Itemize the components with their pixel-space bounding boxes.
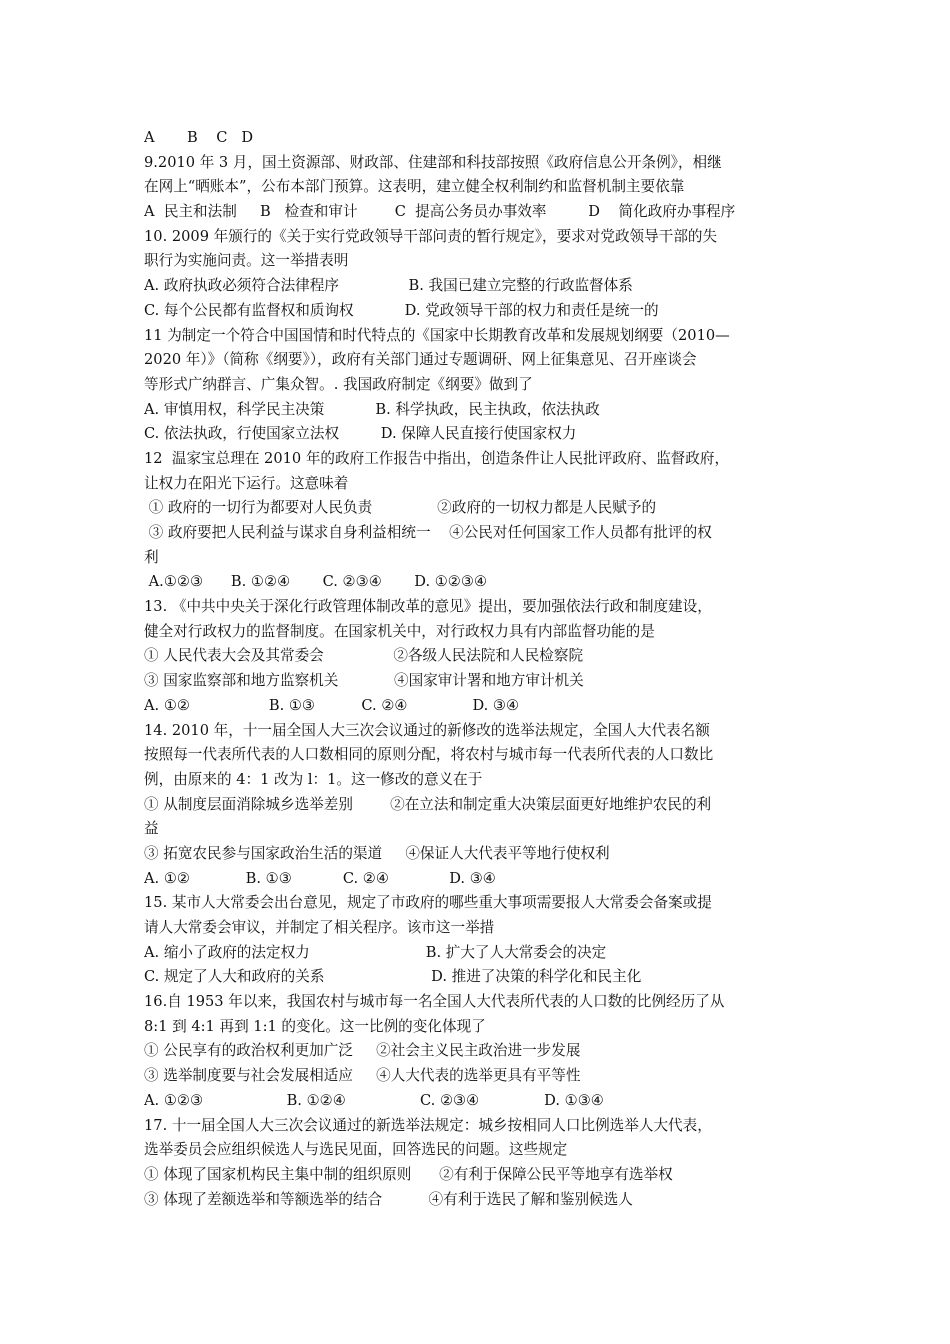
question-16-options: A. ①②③ B. ①②④ C. ②③④ D. ①③④ [144,1091,604,1109]
question-13-line-2: 健全对行政权力的监督制度。在国家机关中，对行政权力具有内部监督功能的是 [144,622,655,640]
question-14-items-34: ③ 拓宽农民参与国家政治生活的渠道 ④保证人大代表平等地行使权利 [144,844,610,862]
question-15-options-cd: C. 规定了人大和政府的关系 D. 推进了决策的科学化和民主化 [144,968,642,986]
question-17-line-1: 17. 十一届全国人大三次会议通过的新选举法规定：城乡按相同人口比例选举人大代表， [144,1116,712,1134]
question-15-options-ab: A. 缩小了政府的法定权力 B. 扩大了人大常委会的决定 [144,943,607,961]
question-16-items-12: ① 公民享有的政治权利更加广泛 ②社会主义民主政治进一步发展 [144,1042,581,1060]
question-16-items-34: ③ 选举制度要与社会发展相适应 ④人大代表的选举更具有平等性 [144,1067,581,1085]
question-12-items-12: ① 政府的一切行为都要对人民负责 ②政府的一切权力都是人民赋予的 [144,499,657,517]
question-10-line-2: 职行为实施问责。这一举措表明 [144,252,349,270]
question-17-items-12: ① 体现了国家机构民主集中制的组织原则 ②有利于保障公民平等地享有选举权 [144,1165,673,1183]
question-11-line-2: 2020 年）》（简称《纲要》），政府有关部门通过专题调研、网上征集意见、召开座谈会 [144,351,697,369]
question-10-options-cd: C. 每个公民都有监督权和质询权 D. 党政领导干部的权力和责任是统一的 [144,301,659,319]
question-9-options: A 民主和法制 B 检查和审计 C 提高公务员办事效率 D 简化政府办事程序 [144,203,736,221]
question-13-items-34: ③ 国家监察部和地方监察机关 ④国家审计署和地方审计机关 [144,672,584,690]
question-12-items-34: ③ 政府要把人民利益与谋求自身利益相统一 ④公民对任何国家工作人员都有批评的权 [144,524,712,541]
question-11-options-cd: C. 依法执政，行使国家立法权 D. 保障人民直接行使国家权力 [144,425,577,443]
question-10-options-ab: A. 政府执政必须符合法律程序 B. 我国已建立完整的行政监督体系 [144,277,633,295]
question-13-items-12: ① 人民代表大会及其常委会 ②各级人民法院和人民检察院 [144,647,584,665]
question-17-items-34: ③ 体现了差额选举和等额选举的结合 ④有利于选民了解和鉴别候选人 [144,1190,633,1208]
question-14-line-2: 按照每一代表所代表的人口数相同的原则分配，将农村与城市每一代表所代表的人口数比 [144,746,714,764]
exam-page [144,126,814,1212]
answer-options-line: A B C D [144,129,254,146]
question-10-line-1: 10. 2009 年颁行的《关于实行党政领导干部问责的暂行规定》，要求对党政领导干部的失 [144,227,718,245]
question-14-line-3: 例，由原来的 4：1 改为 l：1。这一修改的意义在于 [144,770,483,788]
question-15-line-1: 15. 某市人大常委会出台意见，规定了市政府的哪些重大事项需要报人大常委会备案或提 [144,894,712,912]
question-13-line-1: 13. 《中共中央关于深化行政管理体制改革的意见》提出，要加强依法行政和制度建设， [144,598,712,616]
question-12-options: A.①②③ B. ①②④ C. ②③④ D. ①②③④ [144,573,488,591]
question-14-options: A. ①② B. ①③ C. ②④ D. ③④ [144,869,496,887]
question-14-items-wrap: 益 [144,820,159,838]
question-11-options-ab: A. 审慎用权，科学民主决策 B. 科学执政，民主执政，依法执政 [144,400,600,418]
question-16-line-2: 8:1 到 4:1 再到 1:1 的变化。这一比例的变化体现了 [144,1017,486,1035]
question-16-line-1: 16.自 1953 年以来，我国农村与城市每一名全国人大代表所代表的人口数的比例经历了从 [144,993,725,1011]
question-9-line-2: 在网上“晒账本”，公布本部门预算。这表明，建立健全权利制约和监督机制主要依靠 [144,178,685,196]
question-9-line-1: 9.2010 年 3 月，国土资源部、财政部、住建部和科技部按照《政府信息公开条例》，相继 [144,153,722,171]
question-14-line-1: 14. 2010 年，十一届全国人大三次会议通过的新修改的选举法规定，全国人大代表名额 [144,721,710,739]
question-14-items-12: ① 从制度层面消除城乡选举差别 ②在立法和制定重大决策层面更好地维护农民的利 [144,795,712,813]
question-11-line-1: 11 为制定一个符合中国国情和时代特点的《国家中长期教育改革和发展规划纲要（2010— [144,326,730,344]
question-15-line-2: 请人大常委会审议，并制定了相关程序。该市这一举措 [144,919,495,936]
question-12-items-wrap: 利 [144,548,159,566]
question-12-line-1: 12 温家宝总理在 2010 年的政府工作报告中指出，创造条件让人民批评政府、监督政府， [144,449,730,467]
question-12-line-2: 让权力在阳光下运行。这意味着 [144,474,349,492]
question-13-options: A. ①② B. ①③ C. ②④ D. ③④ [144,696,520,714]
question-17-line-2: 选举委员会应组织候选人与选民见面，回答选民的问题。这些规定 [144,1141,568,1159]
question-11-line-3: 等形式广纳群言、广集众智。. 我国政府制定《纲要》做到了 [144,375,533,393]
